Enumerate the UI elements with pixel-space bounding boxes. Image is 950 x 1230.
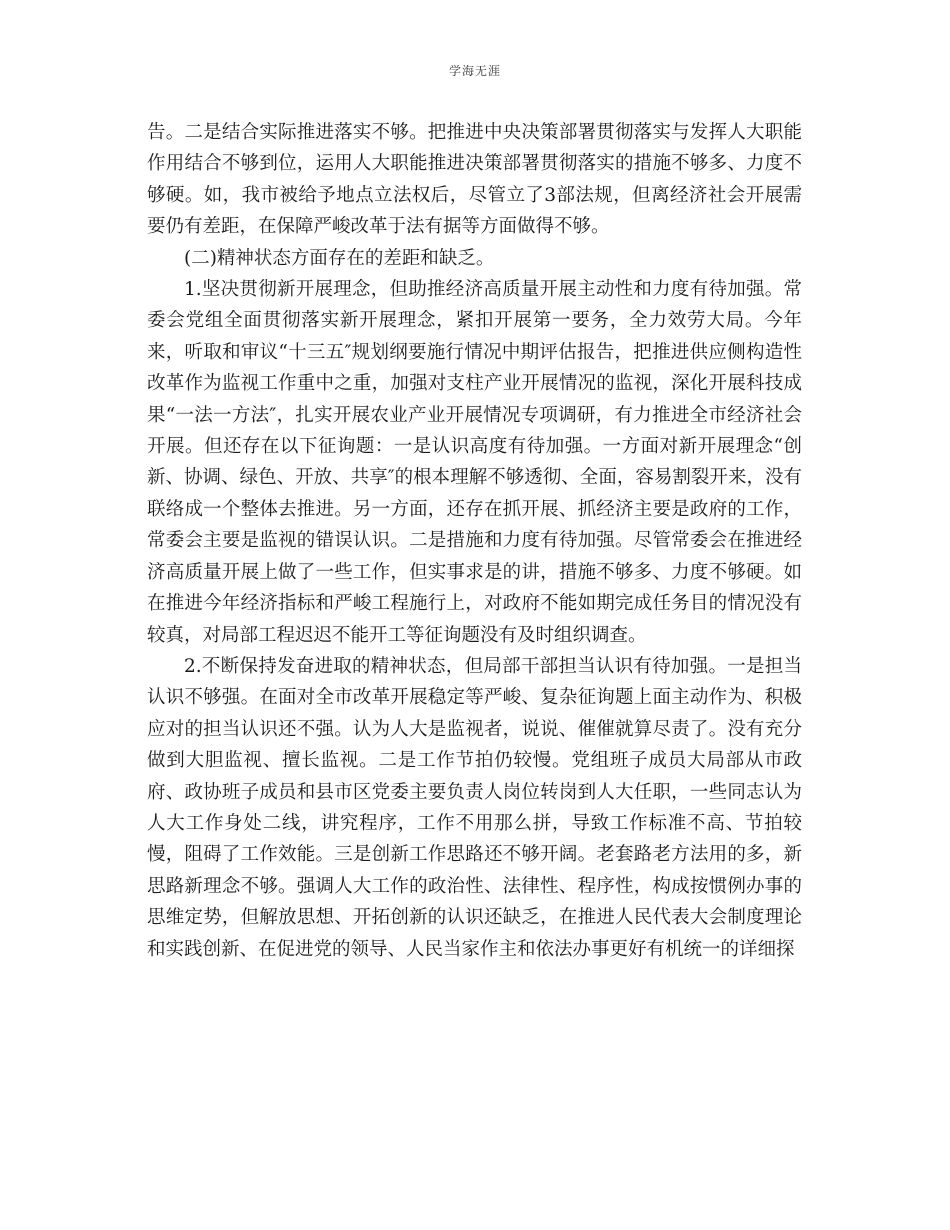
paragraph-2: 1.坚决贯彻新开展理念，但助推经济高质量开展主动性和力度有待加强。常委会党组全面贯彻落实新开展理念，紧扣开展第一要务，全力效劳大局。今年来，听取和审议“十三五″规划纲要施行情况中期评估报告，把推进供应侧构造性改革作为监视工作重中之重，加强对支柱产业开展情况的监视，深化开展科技成果“一法一方法″，扎实开展农业产业开展情况专项调研，有力推进全市经济社会开展。但还存在以下征询题：一是认识高度有待加强。一方面对新开展理念“创新、协调、绿色、开放、共享″的根本理解不够透彻、全面，容易割裂开来，没有联络成一个整体去推进。另一方面，还存在抓开展、抓经济主要是政府的工作，常委会主要是监视的错误认识。二是措施和力度有待加强。尽管常委会在推进经济高质量开展上做了一些工作，但实事求是的讲，措施不够多、力度不够硬。如在推进今年经济指标和严峻工程施行上，对政府不能如期完成任务目的情况没有较真，对局部工程迟迟不能开工等征询题没有及时组织调查。	[147, 279, 802, 646]
document-body	[147, 117, 802, 965]
page-header: 学海无涯	[448, 64, 501, 78]
section-heading: (二)精神状态方面存在的差距和缺乏。	[184, 247, 495, 269]
paragraph-1: 告。二是结合实际推进落实不够。把推进中央决策部署贯彻落实与发挥人大职能作用结合不够到位，运用人大职能推进决策部署贯彻落实的措施不够多、力度不够硬。如，我市被给予地点立法权后，尽管立了3部法规，但离经济社会开展需要仍有差距，在保障严峻改革于法有据等方面做得不够。	[147, 122, 802, 238]
paragraph-3: 2.不断保持发奋进取的精神状态，但局部干部担当认识有待加强。一是担当认识不够强。在面对全市改革开展稳定等严峻、复杂征询题上面主动作为、积极应对的担当认识还不强。认为人大是监视者，说说、催催就算尽责了。没有充分做到大胆监视、擅长监视。二是工作节拍仍较慢。党组班子成员大局部从市政府、政协班子成员和县市区党委主要负责人岗位转岗到人大任职，一些同志认为人大工作身处二线，讲究程序，工作不用那么拼，导致工作标准不高、节拍较慢，阻碍了工作效能。三是创新工作思路还不够开阔。老套路老方法用的多，新思路新理念不够。强调人大工作的政治性、法律性、程序性，构成按惯例办事的思维定势，但解放思想、开拓创新的认识还缺乏，在推进人民代表大会制度理论和实践创新、在促进党的领导、人民当家作主和依法办事更好有机统一的详细探	[147, 655, 802, 960]
